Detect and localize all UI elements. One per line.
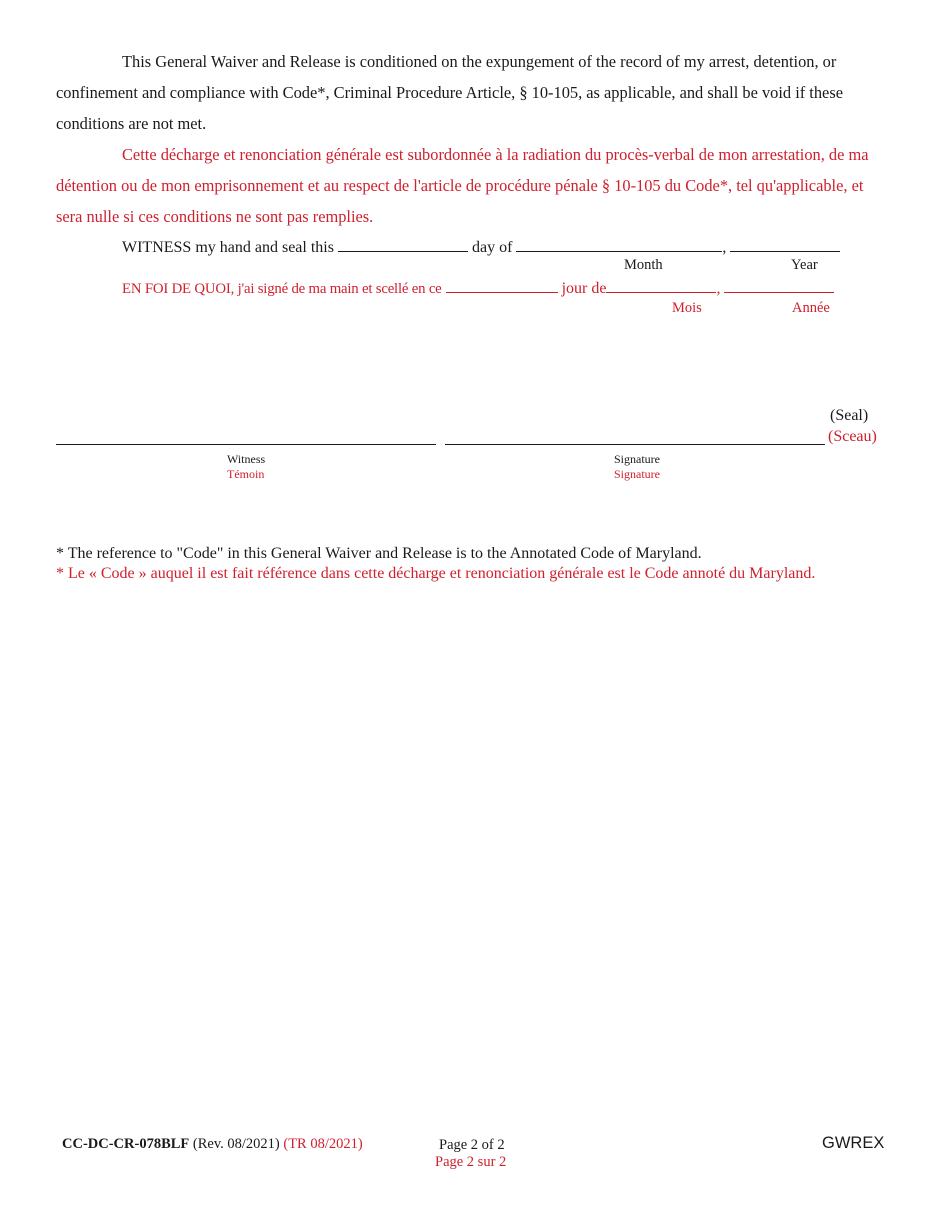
paragraph-french-text: Cette décharge et renonciation générale est subordonnée à la radiation du procès-verbal de mon arrestation, de ma détention ou de mon emprisonnement et au respect de l'article de procédure pénale § 10-105 du Code*, tel qu'applicable, et sera nulle si ces conditions ne sont pas remplies.	[56, 145, 869, 226]
witness-signature-line[interactable]	[56, 444, 436, 445]
witness-prefix: WITNESS my hand and seal this	[122, 239, 334, 256]
annee-field[interactable]	[724, 276, 834, 293]
translation-revision: (TR 08/2021)	[283, 1136, 363, 1152]
paragraph-english	[56, 46, 886, 139]
comma-fr: ,	[716, 280, 721, 297]
month-field[interactable]	[516, 235, 722, 252]
witness-label: Witness	[227, 452, 266, 466]
year-label: Year	[791, 257, 818, 273]
footer-form-id	[62, 1136, 363, 1153]
signature-label: Signature	[614, 452, 660, 466]
temoin-label: Témoin	[227, 467, 265, 481]
witness-line-french	[122, 276, 834, 298]
mois-label: Mois	[672, 300, 702, 316]
jour-de-label: jour de	[561, 280, 607, 297]
form-number: CC-DC-CR-078BLF	[62, 1136, 190, 1152]
jour-field[interactable]	[446, 276, 558, 293]
witness-line-english	[122, 235, 840, 257]
comma: ,	[722, 239, 727, 256]
sceau-label: (Sceau)	[828, 428, 877, 445]
page-number-french: Page 2 sur 2	[435, 1154, 507, 1170]
day-field[interactable]	[338, 235, 468, 252]
footnote-french: * Le « Code » auquel il est fait référence dans cette décharge et renonciation générale est le Code annoté du Maryland.	[56, 565, 816, 582]
paragraph-english-text: This General Waiver and Release is conditioned on the expungement of the record of my arrest, detention, or confinement and compliance with Code*, Criminal Procedure Article, § 10-105, as applicable, and shall be void if these conditions are not met.	[56, 52, 843, 133]
paragraph-french	[56, 139, 886, 232]
revision: (Rev. 08/2021)	[192, 1136, 280, 1152]
witness-prefix-fr: EN FOI DE QUOI, j'ai signé de ma main et scellé en ce	[122, 281, 442, 297]
signature-line[interactable]	[445, 444, 825, 445]
page-number-english: Page 2 of 2	[439, 1137, 505, 1153]
seal-label: (Seal)	[830, 407, 869, 424]
signature-label-fr: Signature	[614, 467, 660, 481]
mois-field[interactable]	[606, 276, 716, 293]
annee-label: Année	[792, 300, 830, 316]
form-code: GWREX	[822, 1134, 885, 1152]
footnote-english: * The reference to "Code" in this General Waiver and Release is to the Annotated Code of Maryland.	[56, 545, 702, 562]
month-label: Month	[624, 257, 663, 273]
day-of-label: day of	[471, 239, 513, 256]
year-field[interactable]	[730, 235, 840, 252]
